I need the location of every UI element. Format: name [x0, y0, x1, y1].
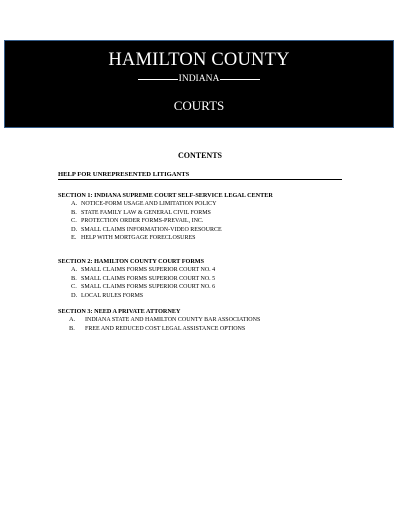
section-1 — [58, 191, 273, 243]
section-3-title[interactable] — [58, 307, 260, 316]
item-text: SMALL CLAIMS INFORMATION-VIDEO RESOURCE — [81, 226, 222, 233]
item-letter: A. — [71, 200, 78, 207]
item-letter: A. — [71, 266, 78, 273]
item-letter: D. — [71, 291, 78, 299]
list-item[interactable] — [58, 234, 273, 243]
section-1-heading: INDIANA SUPREME COURT SELF-SERVICE LEGAL CENTER — [94, 192, 273, 199]
section-3-items — [58, 316, 260, 333]
item-text: STATE FAMILY LAW & GENERAL CIVIL FORMS — [81, 209, 211, 216]
item-letter: D. — [71, 225, 78, 233]
county-title: HAMILTON COUNTY — [108, 50, 290, 70]
item-text: FREE AND REDUCED COST LEGAL ASSISTANCE OPTIONS — [85, 325, 246, 332]
list-item[interactable] — [58, 226, 273, 235]
section-2 — [58, 257, 215, 300]
item-text: INDIANA STATE AND HAMILTON COUNTY BAR ASSOCIATIONS — [85, 317, 261, 323]
section-2-heading: HAMILTON COUNTY COURT FORMS — [94, 258, 205, 265]
list-item[interactable] — [58, 275, 215, 284]
section-2-items — [58, 266, 215, 300]
list-item[interactable] — [58, 283, 215, 292]
list-item[interactable] — [58, 325, 260, 334]
list-item[interactable] — [58, 292, 215, 301]
section-2-title[interactable] — [58, 257, 215, 266]
section-3-heading: NEED A PRIVATE ATTORNEY — [94, 308, 181, 315]
item-letter: B. — [71, 274, 77, 282]
item-letter: B. — [69, 324, 75, 332]
state-subtitle-row — [5, 74, 393, 84]
item-text: SMALL CLAIMS FORMS SUPERIOR COURT NO. 6 — [81, 284, 216, 291]
section-3-label: SECTION 3: — [58, 308, 93, 315]
state-subtitle: INDIANA — [178, 74, 220, 84]
section-1-items — [58, 200, 273, 243]
section-3 — [58, 307, 260, 333]
item-text: SMALL CLAIMS FORMS SUPERIOR COURT NO. 4 — [81, 267, 216, 273]
list-item[interactable] — [58, 316, 260, 325]
section-1-label: SECTION 1: — [58, 192, 93, 199]
list-item[interactable] — [58, 200, 273, 209]
item-letter: E. — [71, 234, 77, 242]
item-text: PROTECTION ORDER FORMS-PREVAIL, INC. — [81, 218, 204, 225]
item-letter: A. — [69, 316, 76, 323]
help-heading[interactable]: HELP FOR UNREPRESENTED LITIGANTS — [58, 171, 342, 180]
list-item[interactable] — [58, 266, 215, 275]
item-text: LOCAL RULES FORMS — [81, 292, 144, 299]
header-banner — [4, 40, 394, 128]
item-text: SMALL CLAIMS FORMS SUPERIOR COURT NO. 5 — [81, 275, 216, 282]
left-divider — [138, 79, 178, 80]
item-letter: B. — [71, 208, 77, 216]
item-text: NOTICE-FORM USAGE AND LIMITATION POLICY — [81, 201, 217, 207]
section-2-label: SECTION 2: — [58, 258, 93, 265]
contents-heading: CONTENTS — [177, 151, 222, 160]
section-1-title[interactable] — [58, 191, 273, 200]
item-text: HELP WITH MORTGAGE FORECLOSURES — [81, 235, 196, 242]
right-divider — [220, 79, 260, 80]
list-item[interactable] — [58, 217, 273, 226]
list-item[interactable] — [58, 209, 273, 218]
item-letter: C. — [71, 217, 77, 225]
courts-title: COURTS — [173, 98, 225, 113]
item-letter: C. — [71, 283, 77, 291]
